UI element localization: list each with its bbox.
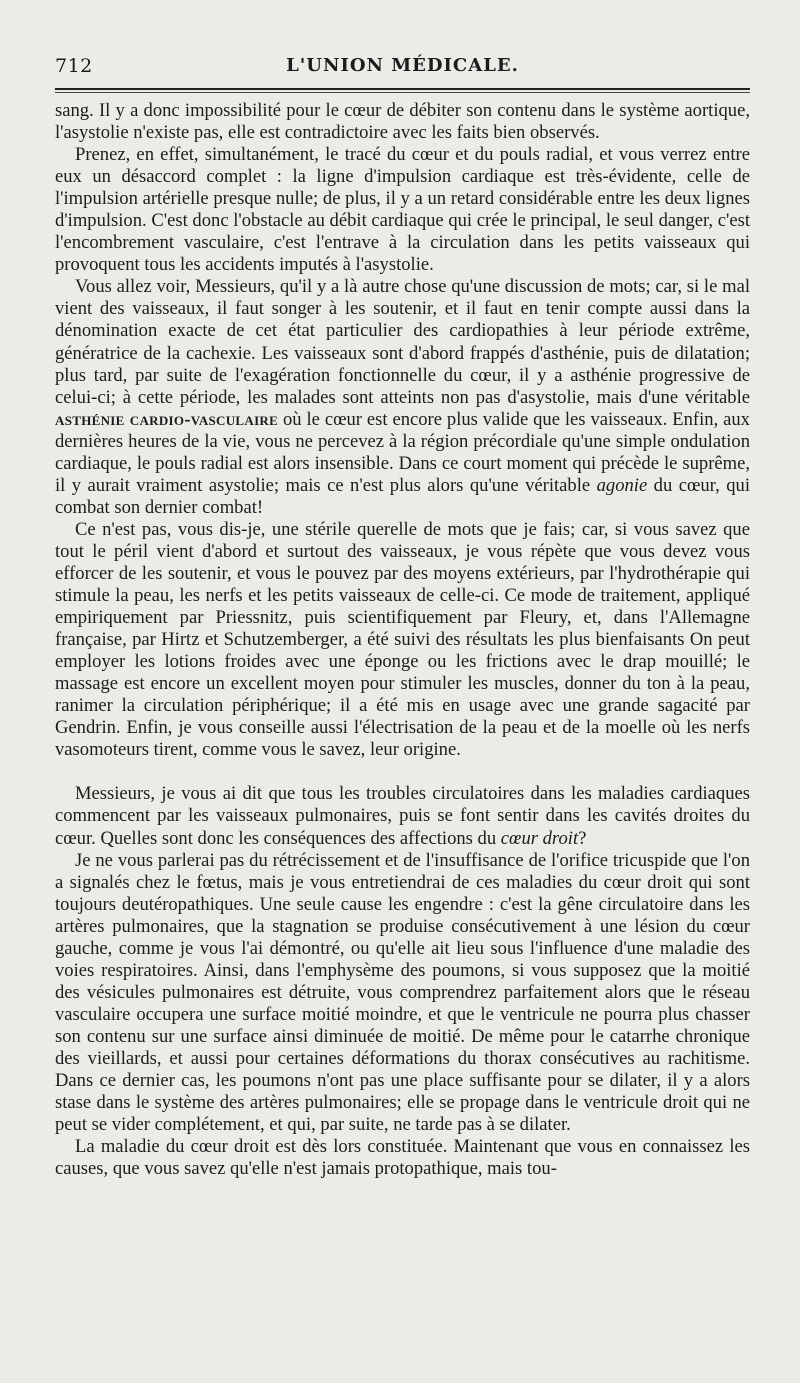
- page-header: [55, 52, 750, 84]
- paragraph-5-text-b: ?: [578, 827, 587, 849]
- paragraph-3-text-b: où le cœur est encore plus valide que les vaisseaux. Enfin, aux dernières heures de la vie, vous ne percevez à la région précordiale qu'une simple ondulation cardiaque, le pouls radial est alors insensible. Dans ce court moment qui précède le suprême, il y aurait vraiment asystolie; mais ce n'est plus alors qu'une véritable: [55, 408, 750, 496]
- page-number: 712: [55, 55, 93, 77]
- paragraph-6: Je ne vous parlerai pas du rétrécissement et de l'insuffisance de l'orifice tricuspide que l'on a signalés chez le fœtus, mais je vous entretiendrai de ces maladies du cœur droit qui sont toujours deutéropathiques. Une seule cause les engendre : c'est la gêne circulatoire dans les artères pulmonaires, que la stagnation se produise consécutivement à une lésion du cœur gauche, comme je vous l'ai démontré, ou qu'elle ait lieu sous l'influence d'une maladie des voies respiratoires. Ainsi, dans l'emphysème des poumons, si vous supposez que la moitié des vésicules pulmonaires est détruite, vous comprendrez parfaitement alors que le réseau vasculaire occupera une surface moitié moindre, et que le ventricule ne pourra plus chasser son contenu sur une surface ainsi diminuée de moitié. De même pour le catarrhe chronique des vieillards, et aussi pour certaines déformations du thorax consécutives au rachitisme. Dans ce dernier cas, les poumons n'ont pas une place suffisante pour se dilater, il y a alors stase dans le système des artères pulmonaires; elle se propage dans le ventricule droit qui ne peut se vider complétement, et qui, par suite, ne tarde pas à se dilater.: [55, 849, 750, 1136]
- paragraph-5: [55, 783, 750, 849]
- paragraph-2: Prenez, en effet, simultanément, le tracé du cœur et du pouls radial, et vous verrez entre eux un désaccord complet : la ligne d'impulsion cardiaque est très-évidente, celle de l'impulsion artérielle presque nulle; de plus, il y a un retard considérable entre les deux lignes d'impulsion. C'est donc l'obstacle au débit cardiaque qui crée le principal, le seul danger, c'est l'encombrement vasculaire, c'est l'entrave à la circulation dans les petits vaisseaux qui provoquent tous les accidents imputés à l'asystolie.: [55, 144, 750, 276]
- paragraph-3-text-c: du cœur, qui combat son dernier combat!: [55, 474, 750, 518]
- small-caps-term: asthénie cardio-vasculaire: [55, 408, 279, 430]
- header-rule: [55, 88, 750, 93]
- paragraph-7: La maladie du cœur droit est dès lors constituée. Maintenant que vous en connaissez les causes, que vous savez qu'elle n'est jamais protopathique, mais tou-: [55, 1136, 750, 1180]
- paragraph-1: sang. Il y a donc impossibilité pour le cœur de débiter son contenu dans le système aortique, l'asystolie n'existe pas, elle est contradictoire avec les faits bien observés.: [55, 100, 750, 144]
- running-title: L'UNION MÉDICALE.: [286, 55, 519, 76]
- paragraph-3-text-a: Vous allez voir, Messieurs, qu'il y a là autre chose qu'une discussion de mots; car, si le mal vient des vaisseaux, il faut songer à les soutenir, et il faut en tenir compte aussi dans la dénomination exacte de cet état particulier des cardiopathies à leur période extrême, génératrice de la cachexie. Les vaisseaux sont d'abord frappés d'asthénie, puis de dilatation; plus tard, par suite de l'exagération fonctionnelle du cœur, il y a asthénie progressive de celui-ci; à cette période, les malades sont atteints non pas d'asystolie, mais d'une véritable: [55, 276, 750, 408]
- paragraph-3: [55, 276, 750, 519]
- body-text: [55, 100, 750, 1180]
- paragraph-4: Ce n'est pas, vous dis-je, une stérile querelle de mots que je fais; car, si vous savez que tout le péril vient d'abord et surtout des vaisseaux, je vous répète que vous devez vous efforcer de les soutenir, et vous le pouvez par des moyens extérieurs, par l'hydrothérapie qui stimule la peau, les nerfs et les petits vaisseaux de celle-ci. Ce mode de traitement, appliqué empiriquement par Priessnitz, puis scientifiquement par Fleury, et, dans l'Allemagne française, par Hirtz et Schutzemberger, a été suivi des résultats les plus bienfaisants On peut employer les lotions froides avec une éponge ou les frictions avec le drap mouillé; le massage est encore un excellent moyen pour stimuler les muscles, donner du ton à la peau, ranimer la circulation périphérique; il a été mis en usage avec une grande sagacité par Gendrin. Enfin, je vous conseille aussi l'électrisation de la peau et de la moelle où les nerfs vasomoteurs tirent, comme vous le savez, leur origine.: [55, 518, 750, 761]
- italic-term-agonie: agonie: [596, 474, 648, 496]
- paragraph-5-text-a: Messieurs, je vous ai dit que tous les troubles circulatoires dans les maladies cardiaques commencent par les vaisseaux pulmonaires, puis se font sentir dans les cavités droites du cœur. Quelles sont donc les conséquences des affections du: [55, 783, 750, 849]
- italic-term-coeur-droit: cœur droit: [500, 827, 579, 849]
